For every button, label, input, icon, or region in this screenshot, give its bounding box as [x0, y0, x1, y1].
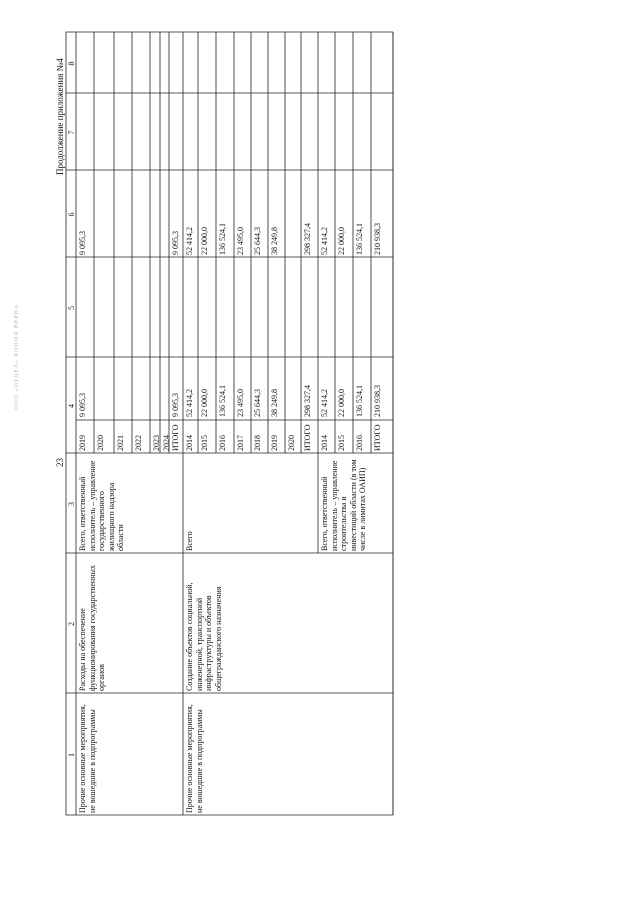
cell-total: 52 414,2 [320, 389, 329, 417]
cell-regional: 298 327,4 [303, 223, 312, 255]
column-number-6: 6 [67, 212, 76, 217]
cell-year: 2019 [270, 435, 279, 451]
cell-event-name: Создание объектов социальной, инженерной, транспортной инфраструктуры и объектов общегражданского назначения [185, 582, 223, 691]
cell-total: 22 000,0 [200, 389, 209, 417]
cell-total: 22 000,0 [337, 389, 346, 417]
cell-year: 2019 [78, 435, 87, 451]
cell-total: 23 495,0 [236, 389, 245, 417]
cell-event-name: Расходы на обеспечение функционирования государственных органов [78, 565, 106, 691]
cell-regional: 52 414,2 [185, 227, 194, 255]
cell-total: 9 095,3 [78, 393, 87, 417]
cell-year: 2020 [96, 435, 105, 451]
cell-year: 2022 [134, 435, 143, 451]
cell-regional: 23 495,0 [236, 227, 245, 255]
scan-mark: ООО «ОТДЕЛ» КОПИЯ ВЕРНА [14, 303, 20, 410]
cell-year: 2014 [320, 435, 329, 451]
cell-regional: 38 249,8 [270, 227, 279, 255]
cell-year: 2016 [218, 435, 227, 451]
cell-year: 2014 [185, 435, 194, 451]
cell-regional: 9 095,3 [171, 231, 180, 255]
column-number-3: 3 [67, 502, 76, 506]
cell-executor: Всего [185, 531, 194, 551]
cell-program-name: Прочие основные мероприятия, не вошедшие в подпрограммы [185, 704, 204, 813]
column-number-8: 8 [67, 61, 76, 66]
cell-total: 25 644,3 [253, 389, 262, 417]
cell-total: 52 414,2 [185, 389, 194, 417]
cell-regional: 136 524,1 [218, 223, 227, 255]
cell-regional: 22 000,0 [337, 227, 346, 255]
appendix-label: Продолжение приложения №4 [55, 58, 65, 175]
column-number-5: 5 [67, 306, 76, 310]
cell-total: 136 524,1 [355, 385, 364, 417]
page-number: 23 [55, 458, 65, 467]
cell-year: 2015 [200, 435, 209, 451]
cell-year: ИТОГО [171, 424, 180, 451]
cell-regional: 25 644,3 [253, 227, 262, 255]
cell-year: 2018 [253, 435, 262, 451]
cell-regional: 22 000,0 [200, 227, 209, 255]
cell-regional: 52 414,2 [320, 227, 329, 255]
cell-executor: Всего, ответственный исполнитель – управление строительства и инвестиций области (в том числе в лимитах ОАИП) [320, 459, 367, 551]
column-number-4: 4 [67, 404, 76, 408]
column-number-7: 7 [67, 130, 76, 135]
cell-total: 38 249,8 [270, 389, 279, 417]
cell-regional: 210 938,3 [373, 223, 382, 255]
cell-year: 2017 [236, 435, 245, 451]
cell-year: 2015 [337, 435, 346, 451]
cell-total: 298 327,4 [303, 385, 312, 417]
cell-total: 136 524,1 [218, 385, 227, 417]
column-number-2: 2 [67, 622, 76, 626]
cell-year: ИТОГО [303, 424, 312, 451]
column-number-1: 1 [67, 753, 76, 757]
cell-program-name: Прочие основные мероприятия, не вошедшие в подпрограммы [78, 704, 97, 813]
cell-executor: Всего, ответственный исполнитель – управление государственного жилищного надзора области [78, 460, 125, 551]
cell-total: 9 095,3 [171, 393, 180, 417]
cell-regional: 136 524,1 [355, 223, 364, 255]
cell-regional: 9 095,3 [78, 231, 87, 255]
cell-year: 2020 [287, 435, 296, 451]
cell-total: 210 938,3 [373, 385, 382, 417]
cell-year: ИТОГО [373, 424, 382, 451]
cell-year: 2021 [116, 435, 125, 451]
cell-year: 2023 [152, 435, 161, 451]
cell-year: 2024 [162, 435, 171, 451]
cell-year: 2016 [355, 435, 364, 451]
